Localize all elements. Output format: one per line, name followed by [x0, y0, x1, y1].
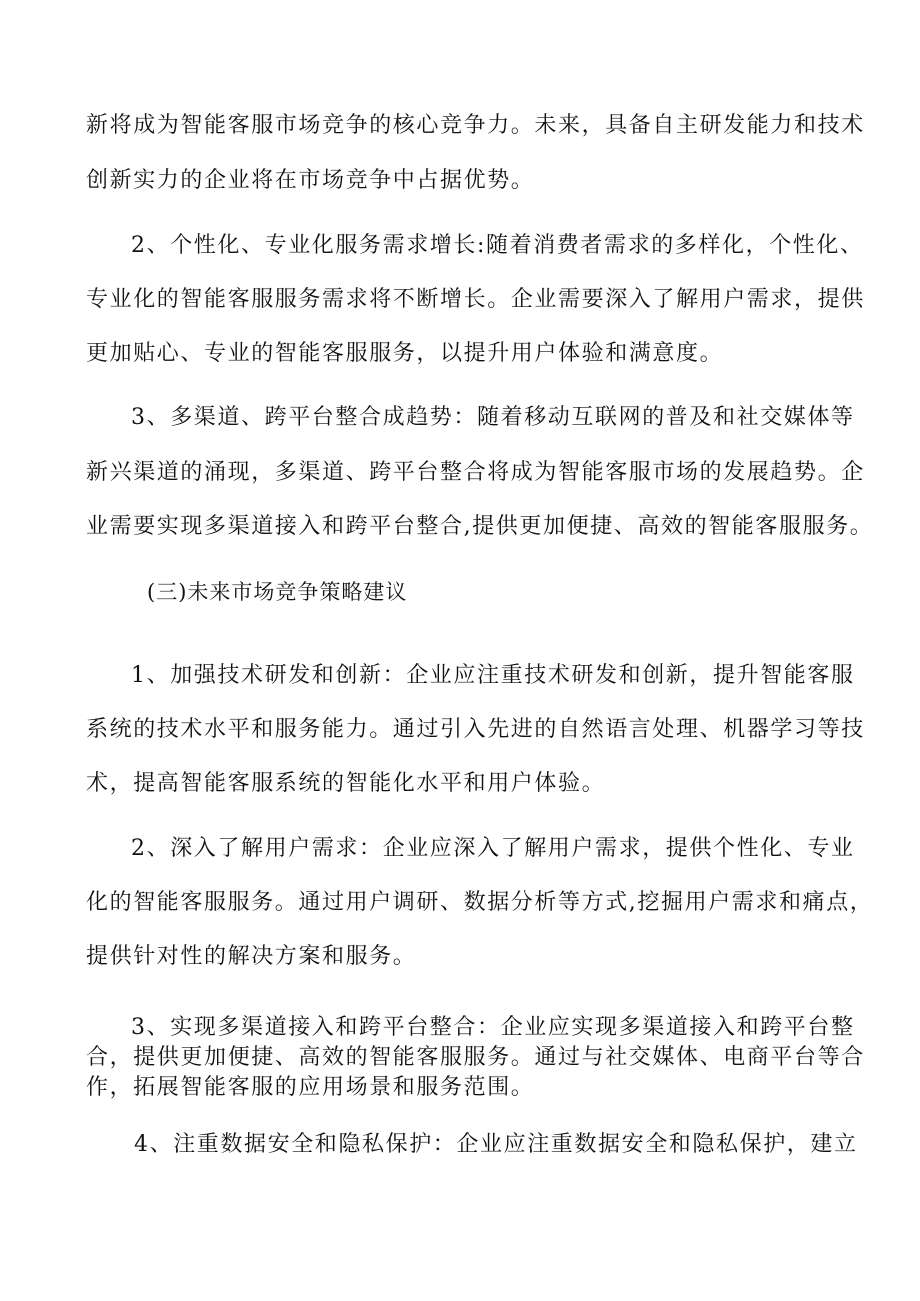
paragraph-line-14: 化的智能客服服务。通过用户调研、数据分析等方式,挖掘用户需求和痛点，: [86, 890, 874, 915]
paragraph-line-7: 新兴渠道的涌现，多渠道、跨平台整合将成为智能客服市场的发展趋势。企: [86, 460, 865, 485]
paragraph-line-2: 创新实力的企业将在市场竞争中占据优势。: [86, 168, 535, 193]
paragraph-line-19: 4、注重数据安全和隐私保护：企业应注重数据安全和隐私保护，建立: [134, 1132, 858, 1157]
paragraph-line-4: 专业化的智能客服服务需求将不断增长。企业需要深入了解用户需求，提供: [86, 287, 865, 312]
paragraph-line-1: 新将成为智能客服市场竞争的核心竞争力。未来，具备自主研发能力和技术: [86, 113, 865, 138]
paragraph-line-16: 3、实现多渠道接入和跨平台整合：企业应实现多渠道接入和跨平台整: [131, 1015, 855, 1040]
paragraph-line-12: 术，提高智能客服系统的智能化水平和用户体验。: [86, 771, 606, 796]
paragraph-line-11: 系统的技术水平和服务能力。通过引入先进的自然语言处理、机器学习等技: [86, 717, 865, 742]
paragraph-line-13: 2、深入了解用户需求：企业应深入了解用户需求，提供个性化、专业: [131, 836, 855, 861]
paragraph-line-10: 1、加强技术研发和创新：企业应注重技术研发和创新，提升智能客服: [131, 663, 855, 688]
paragraph-line-15: 提供针对性的解决方案和服务。: [86, 944, 417, 969]
paragraph-line-8: 业需要实现多渠道接入和跨平台整合,提供更加便捷、高效的智能客服服务。: [86, 514, 874, 539]
paragraph-line-18: 作，拓展智能客服的应用场景和服务范围。: [86, 1075, 535, 1100]
paragraph-line-3: 2、个性化、专业化服务需求增长:随着消费者需求的多样化，个性化、: [131, 233, 864, 258]
paragraph-line-17: 合，提供更加便捷、高效的智能客服服务。通过与社交媒体、电商平台等合: [86, 1045, 865, 1070]
paragraph-line-5: 更加贴心、专业的智能客服服务，以提升用户体验和满意度。: [86, 341, 724, 366]
section-heading: (三)未来市场竞争策略建议: [147, 580, 408, 604]
paragraph-line-6: 3、多渠道、跨平台整合成趋势：随着移动互联网的普及和社交媒体等: [131, 405, 855, 430]
